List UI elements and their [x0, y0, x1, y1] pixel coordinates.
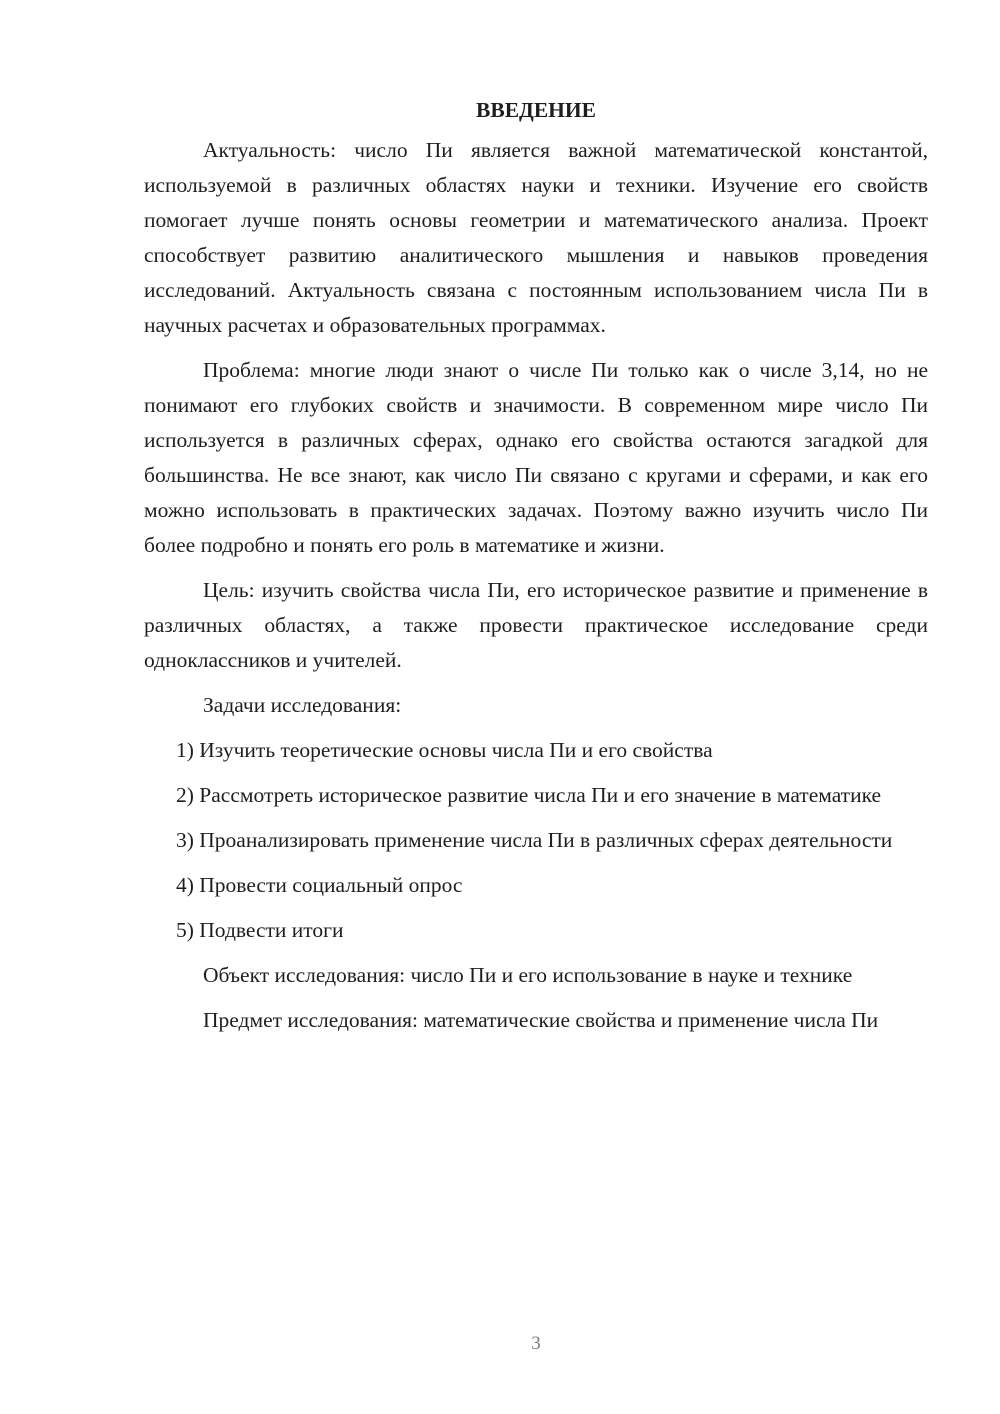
relevance-paragraph: Актуальность: число Пи является важной математической константой, используемой в различных областях науки и техники. Изучение его свойств помогает лучше понять основы геометрии и математического анализа. Проект способствует развитию аналитического мышления и навыков проведения исследований. Актуальность связана с постоянным использованием числа Пи в научных расчетах и образовательных программах. — [144, 138, 928, 337]
page-title: ВВЕДЕНИЕ — [476, 98, 596, 122]
problem-paragraph: Проблема: многие люди знают о числе Пи только как о числе 3,14, но не понимают его глубоких свойств и значимости. В современном мире число Пи используется в различных сферах, однако его свойства остаются загадкой для большинства. Не все знают, как число Пи связано с кругами и сферами, и как его можно использовать в практических задачах. Поэтому важно изучить число Пи более подробно и понять его роль в математике и жизни. — [144, 358, 928, 557]
task-item-3: 3) Проанализировать применение числа Пи в различных сферах деятельности — [176, 828, 893, 852]
subject-paragraph: Предмет исследования: математические свойства и применение числа Пи — [203, 1008, 879, 1032]
task-item-4: 4) Провести социальный опрос — [176, 873, 463, 897]
task-item-2: 2) Рассмотреть историческое развитие числа Пи и его значение в математике — [176, 783, 882, 807]
tasks-heading: Задачи исследования: — [203, 693, 402, 717]
document-page — [144, 93, 928, 1038]
task-item-5: 5) Подвести итоги — [176, 918, 344, 942]
task-item-1: 1) Изучить теоретические основы числа Пи и его свойства — [176, 738, 713, 762]
goal-paragraph: Цель: изучить свойства числа Пи, его историческое развитие и применение в различных областях, а также провести практическое исследование среди одноклассников и учителей. — [144, 578, 928, 672]
object-paragraph: Объект исследования: число Пи и его использование в науке и технике — [203, 963, 853, 987]
page-number: 3 — [531, 1333, 541, 1354]
